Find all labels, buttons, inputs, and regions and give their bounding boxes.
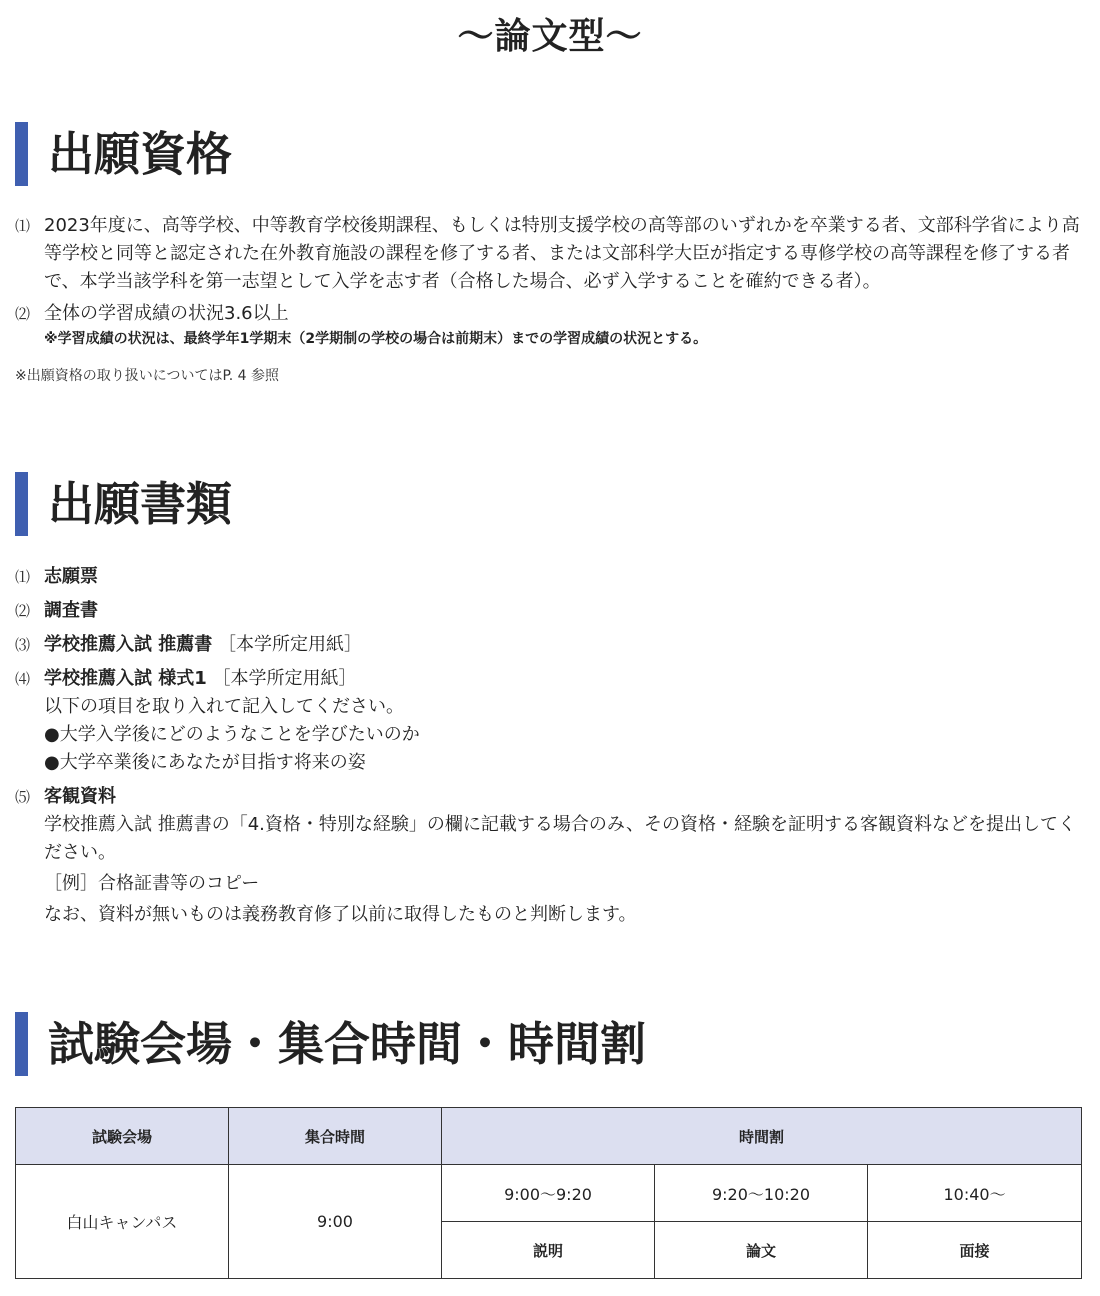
item-text: 2023年度に、高等学校、中等教育学校後期課程、もしくは特別支援学校の高等部のいずれかを卒業する者、文部科学省により高等学校と同等と認定された在外教育施設の課程を修了する者、または文部科学大臣が指定する専修学校の高等課程を修了する者で、本学当該学科を第一志望として入学を志す者（合格した場合、必ず入学することを確約できる者）。 [44, 215, 1080, 292]
list-item [15, 631, 1085, 659]
section-header-qualification [15, 122, 232, 186]
section-accent-bar [15, 472, 28, 536]
list-item [15, 563, 1085, 591]
item-suffix: ［本学所定用紙］ [218, 634, 363, 655]
item-suffix: ［本学所定用紙］ [212, 668, 357, 689]
assembly-time-cell: 9:00 [229, 1165, 442, 1279]
item-text: 全体の学習成績の状況3.6以上 [44, 303, 289, 324]
item-label: 客観資料 [44, 786, 116, 807]
page-title: 〜論文型〜 [457, 16, 643, 57]
table-row [16, 1165, 1082, 1222]
section-title-exam: 試験会場・集合時間・時間割 [48, 1017, 646, 1071]
item-line: 以下の項目を取り入れて記入してください。 [44, 696, 404, 717]
schedule-time-cell: 9:20〜10:20 [655, 1165, 868, 1222]
list-item [15, 597, 1085, 625]
item-line: 学校推薦入試 推薦書の「4.資格・特別な経験」の欄に記載する場合のみ、その資格・経験を証明する客観資料などを提出してください。 [44, 814, 1076, 863]
qualification-list [15, 212, 1085, 390]
item-number: ⑵ [15, 305, 31, 323]
section-title-qualification: 出願資格 [48, 127, 232, 181]
schedule-activity-cell: 説明 [442, 1222, 655, 1279]
item-line: ●大学入学後にどのようなことを学びたいのか [44, 724, 420, 745]
section-accent-bar [15, 122, 28, 186]
list-item [15, 665, 1085, 777]
header-venue: 試験会場 [16, 1108, 229, 1165]
list-item [15, 300, 1085, 350]
schedule-time-cell: 9:00〜9:20 [442, 1165, 655, 1222]
exam-schedule-table [15, 1107, 1082, 1279]
schedule-activity-cell: 面接 [868, 1222, 1082, 1279]
item-number: ⑷ [15, 670, 31, 688]
documents-list [15, 563, 1085, 933]
table-header-row [16, 1108, 1082, 1165]
item-number: ⑶ [15, 636, 31, 654]
list-item [15, 783, 1085, 929]
item-label: 学校推薦入試 推薦書 [44, 634, 213, 655]
section-title-documents: 出願書類 [48, 477, 232, 531]
item-label: 学校推薦入試 様式1 [44, 668, 207, 689]
item-label: 志願票 [44, 566, 98, 587]
item-number: ⑴ [15, 568, 31, 586]
list-item [15, 212, 1085, 296]
item-label: 調査書 [44, 600, 98, 621]
item-line: ［例］合格証書等のコピー [44, 873, 260, 894]
item-number: ⑸ [15, 788, 31, 806]
item-line: ●大学卒業後にあなたが目指す将来の姿 [44, 752, 366, 773]
schedule-time-cell: 10:40〜 [868, 1165, 1082, 1222]
footnote: ※出願資格の取り扱いについてはP. 4 参照 [15, 368, 279, 384]
item-number: ⑵ [15, 602, 31, 620]
header-assembly-time: 集合時間 [229, 1108, 442, 1165]
venue-cell: 白山キャンパス [16, 1165, 229, 1279]
section-header-documents [15, 472, 232, 536]
section-header-exam [15, 1012, 646, 1076]
item-line: なお、資料が無いものは義務教育修了以前に取得したものと判断します。 [44, 904, 637, 925]
item-number: ⑴ [15, 217, 31, 235]
header-schedule: 時間割 [442, 1108, 1082, 1165]
section-accent-bar [15, 1012, 28, 1076]
schedule-activity-cell: 論文 [655, 1222, 868, 1279]
item-note: ※学習成績の状況は、最終学年1学期末（2学期制の学校の場合は前期末）までの学習成績の状況とする。 [44, 331, 708, 347]
